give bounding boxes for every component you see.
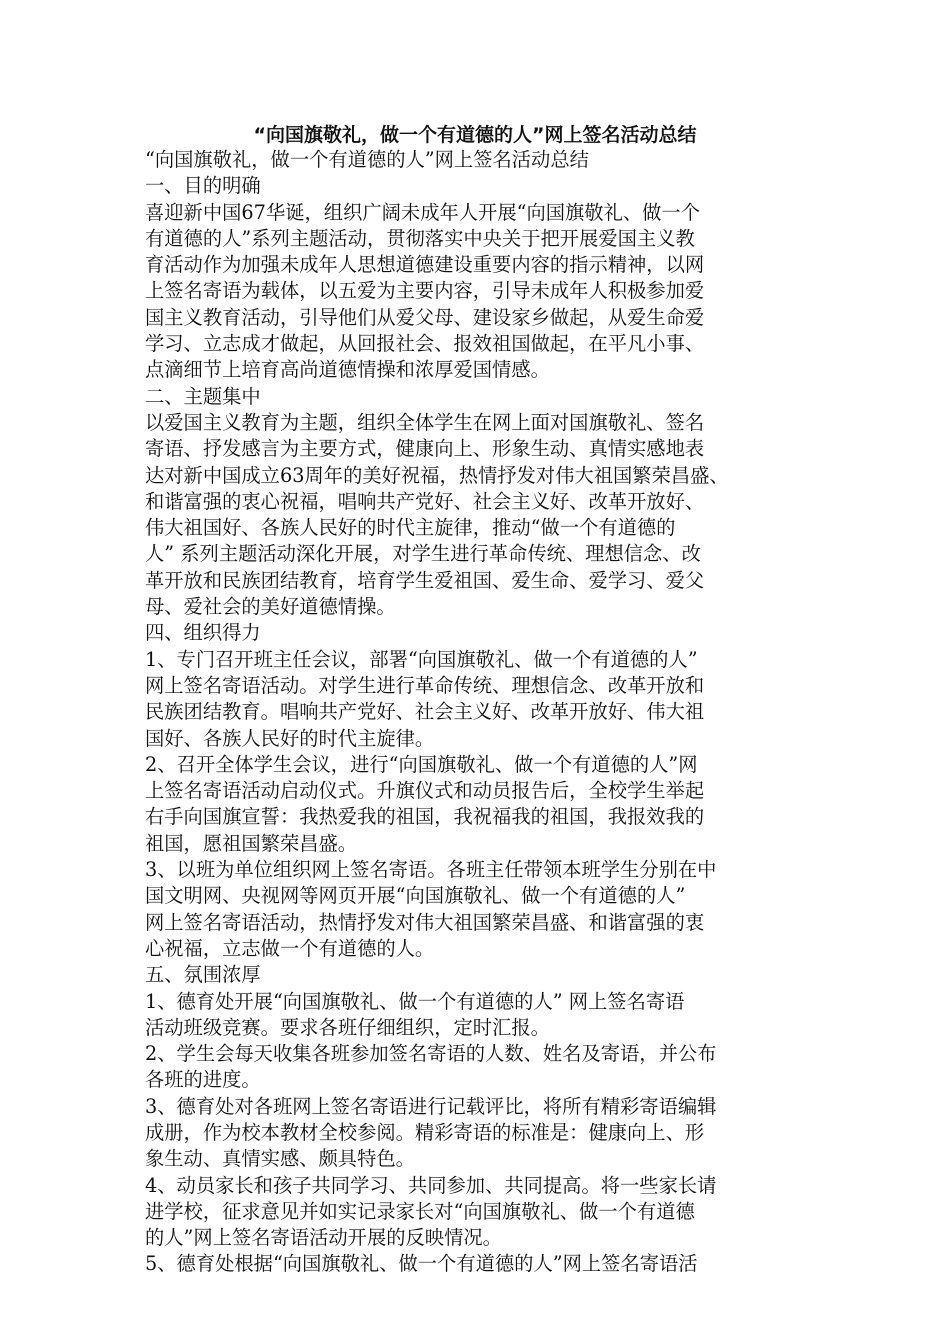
- body-line: 上签名寄语活动启动仪式。升旗仪式和动员报告后，全校学生举起: [145, 779, 705, 803]
- body-line: 3、德育处对各班网上签名寄语进行记载评比，将所有精彩寄语编辑: [145, 1094, 717, 1118]
- body-line: 上签名寄语为载体，以五爱为主要内容，引导未成年人积极参加爱: [145, 279, 705, 303]
- document-body: [145, 147, 813, 1278]
- body-line: 各班的进度。: [145, 1068, 261, 1092]
- body-line: 和谐富强的衷心祝福，唱响共产党好、社会主义好、改革开放好、: [145, 489, 705, 513]
- body-line: 祖国，愿祖国繁荣昌盛。: [145, 831, 358, 855]
- body-line: 以爱国主义教育为主题，组织全体学生在网上面对国旗敬礼、签名: [145, 410, 705, 434]
- body-line: 5、德育处根据“向国旗敬礼、做一个有道德的人”网上签名寄语活: [145, 1252, 698, 1276]
- body-line: 象生动、真情实感、颇具特色。: [145, 1147, 415, 1171]
- body-line: 3、以班为单位组织网上签名寄语。各班主任带领本班学生分别在中: [145, 858, 717, 882]
- body-line: 4、动员家长和孩子共同学习、共同参加、共同提高。将一些家长请: [145, 1173, 717, 1197]
- body-line: 1、德育处开展“向国旗敬礼、做一个有道德的人” 网上签名寄语: [145, 989, 685, 1013]
- body-line: 人” 系列主题活动深化开展，对学生进行革命传统、理想信念、改: [145, 542, 701, 566]
- body-line: “向国旗敬礼，做一个有道德的人”网上签名活动总结: [145, 148, 589, 171]
- body-line: 心祝福，立志做一个有道德的人。: [145, 936, 435, 960]
- body-line: 革开放和民族团结教育，培育学生爱祖国、爱生命、爱学习、爱父: [145, 568, 705, 592]
- body-line: 二、主题集中: [145, 384, 261, 408]
- body-line: 的人”网上签名寄语活动开展的反映情况。: [145, 1226, 502, 1250]
- body-line: 五、氛围浓厚: [145, 963, 261, 987]
- body-line: 网上签名寄语活动，热情抒发对伟大祖国繁荣昌盛、和谐富强的衷: [145, 910, 705, 934]
- document-title: “向国旗敬礼，做一个有道德的人”网上签名活动总结: [253, 124, 697, 146]
- body-line: 学习、立志成才做起，从回报社会、报效祖国做起，在平凡小事、: [145, 332, 705, 356]
- body-line: 进学校，征求意见并如实记录家长对“向国旗敬礼、做一个有道德: [145, 1199, 695, 1223]
- body-line: 成册，作为校本教材全校参阅。精彩寄语的标准是：健康向上、形: [145, 1120, 705, 1144]
- body-line: 一、目的明确: [145, 174, 261, 198]
- body-line: 2、学生会每天收集各班参加签名寄语的人数、姓名及寄语，并公布: [145, 1042, 717, 1066]
- body-line: 四、组织得力: [145, 621, 261, 645]
- body-line: 伟大祖国好、各族人民好的时代主旋律，推动“做一个有道德的: [145, 516, 676, 540]
- body-line: 国好、各族人民好的时代主旋律。: [145, 726, 435, 750]
- body-line: 2、召开全体学生会议，进行“向国旗敬礼、做一个有道德的人”网: [145, 752, 698, 776]
- body-line: 喜迎新中国67华诞，组织广阔未成年人开展“向国旗敬礼、做一个: [145, 200, 700, 224]
- body-line: 民族团结教育。唱响共产党好、社会主义好、改革开放好、伟大祖: [145, 700, 705, 724]
- body-line: 有道德的人”系列主题活动，贯彻落实中央关于把开展爱国主义教: [145, 226, 695, 250]
- body-line: 国文明网、央视网等网页开展“向国旗敬礼、做一个有道德的人”: [145, 884, 686, 908]
- body-line: 右手向国旗宣誓：我热爱我的祖国，我祝福我的祖国，我报效我的: [145, 805, 705, 829]
- body-line: 点滴细节上培育高尚道德情操和浓厚爱国情感。: [145, 358, 550, 382]
- body-line: 活动班级竞赛。要求各班仔细组织，定时汇报。: [145, 1015, 550, 1039]
- body-line: 国主义教育活动，引导他们从爱父母、建设家乡做起，从爱生命爱: [145, 305, 705, 329]
- body-line: 寄语、抒发感言为主要方式，健康向上、形象生动、真情实感地表: [145, 437, 705, 461]
- body-line: 网上签名寄语活动。对学生进行革命传统、理想信念、改革开放和: [145, 673, 705, 697]
- body-line: 达对新中国成立63周年的美好祝福，热情抒发对伟大祖国繁荣昌盛、: [145, 463, 729, 487]
- body-line: 母、爱社会的美好道德情操。: [145, 595, 396, 619]
- body-line: 1、专门召开班主任会议，部署“向国旗敬礼、做一个有道德的人”: [145, 647, 698, 671]
- body-line: 育活动作为加强未成年人思想道德建设重要内容的指示精神，以网: [145, 253, 705, 277]
